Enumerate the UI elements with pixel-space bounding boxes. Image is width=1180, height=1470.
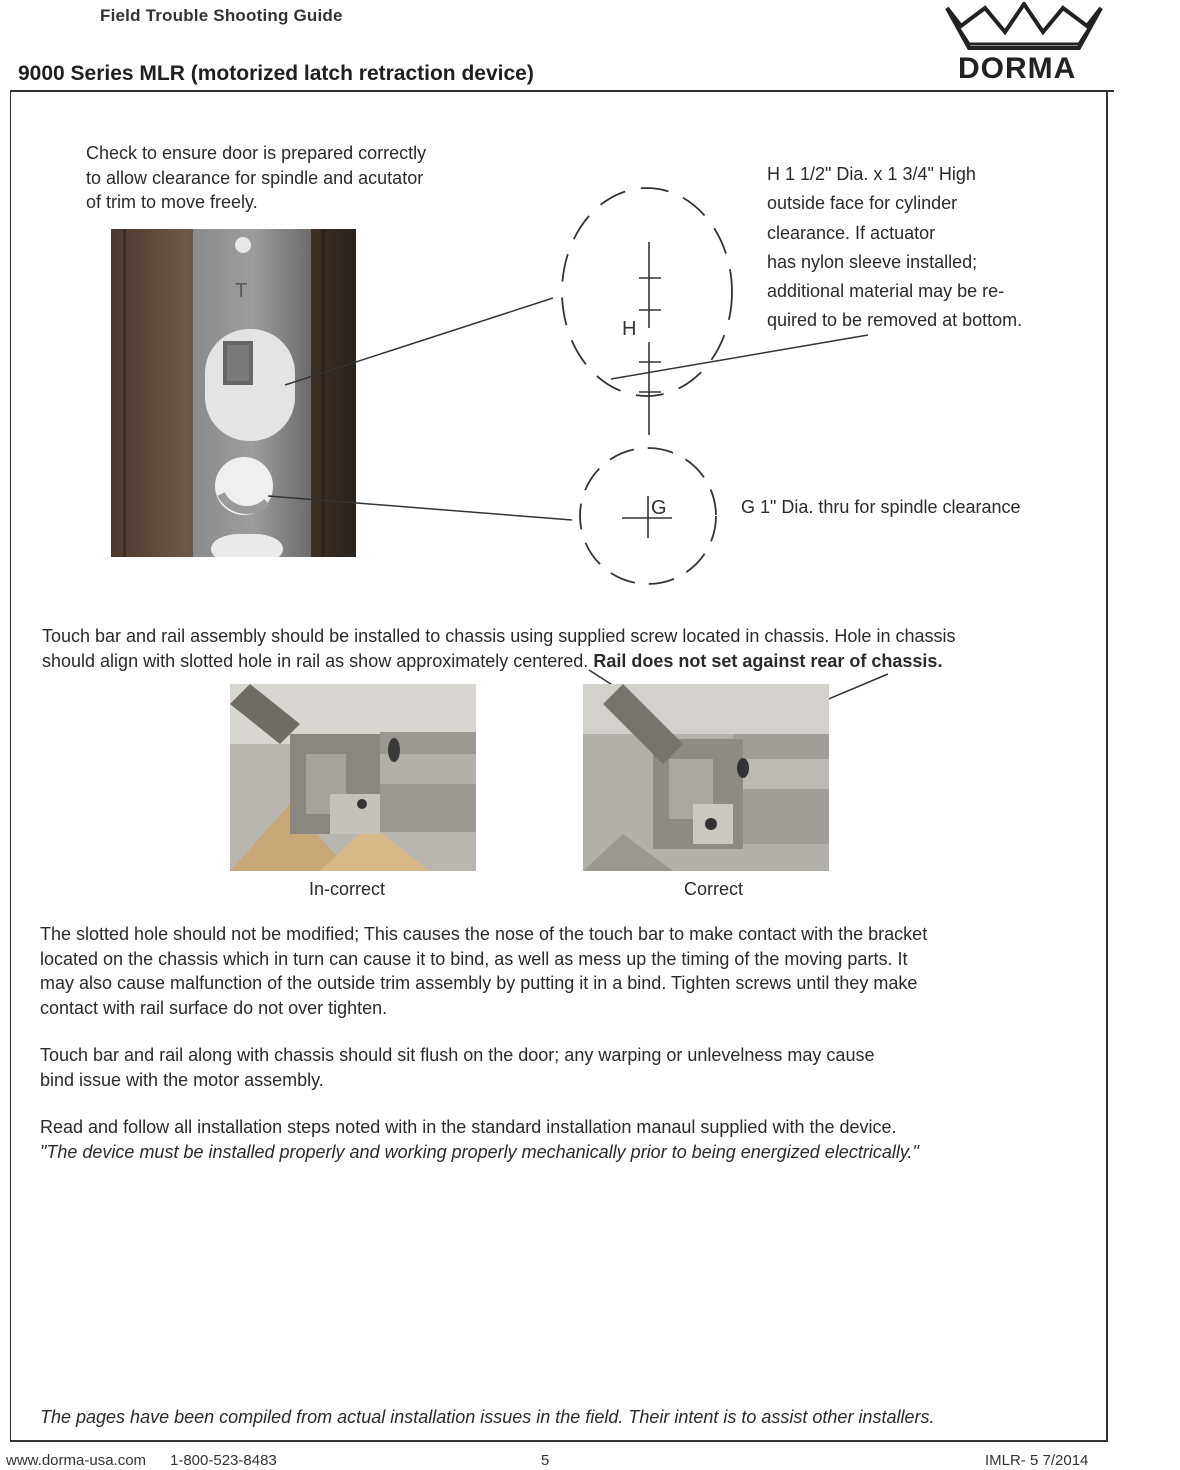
caption-incorrect: In-correct [309,879,386,899]
slotted-hole-paragraph: The slotted hole should not be modified; This causes the nose of the touch bar to make contact with the bracket located on the chassis which in turn can cause it to bind, as well as mess up the timing of the moving parts. It may also cause malfunction of the outside trim assembly by putting it in a bind. Tighten screws until they make contact with rail surface do not over tighten. [40,924,928,1018]
rail-warning-bold: Rail does not set against rear of chassis. [593,650,943,671]
g-clearance-diagram [572,446,722,596]
installation-quote: "The device must be installed properly and working properly mechanically prior to being energized electrically." [40,1141,919,1162]
g-label: G [651,497,667,519]
footer-phone: 1-800-523-8483 [170,1452,277,1469]
bottom-rule [10,1440,1108,1442]
h-label: H [622,318,637,340]
h-note: H 1 1/2" Dia. x 1 3/4" High outside face for cylinder clearance. If actuator has nylon sleeve installed; additional material may be re- quired to be removed at bottom. [767,164,1023,331]
g-note: G 1" Dia. thru for spindle clearance [741,497,1021,517]
intro-text: Check to ensure door is prepared correctly to allow clearance for spindle and acutator of trim to move freely. [86,143,427,212]
brand-wordmark: DORMA [958,52,1077,85]
incorrect-photo [230,684,476,871]
rail-install-text: Touch bar and rail assembly should be installed to chassis using supplied screw located in chassis. Hole in chassis should align with slotted hole in rail as show approximately centered. Rail does not set against rear of chassis. [42,626,956,671]
photo-marking-text: T [235,280,248,302]
page-title: 9000 Series MLR (motorized latch retraction device) [18,62,534,85]
read-follow-paragraph: Read and follow all installation steps noted with in the standard installation manaul supplied with the device. "The device must be installed properly and working properly mechanically prior to being energized electrically." [40,1115,1100,1164]
h-clearance-diagram [555,180,745,440]
footer-website: www.dorma-usa.com [6,1452,147,1469]
guide-title: Field Trouble Shooting Guide [100,6,343,25]
caption-correct: Correct [684,879,744,899]
flush-paragraph: Touch bar and rail along with chassis should sit flush on the door; any warping or unlevelness may cause bind issue with the motor assembly. [40,1045,875,1090]
footer-doc-code: IMLR- 5 7/2014 [985,1452,1089,1469]
footer-page-number: 5 [541,1452,550,1469]
closing-note: The pages have been compiled from actual installation issues in the field. Their intent is to assist other installers. [40,1407,935,1427]
correct-photo [583,684,829,871]
